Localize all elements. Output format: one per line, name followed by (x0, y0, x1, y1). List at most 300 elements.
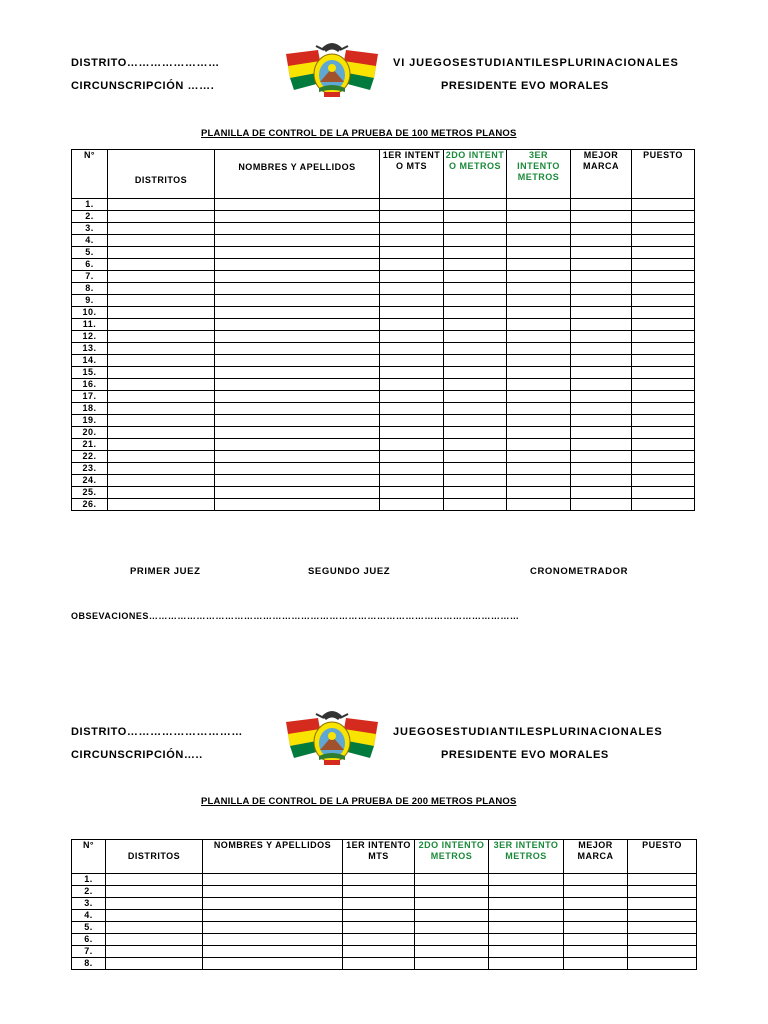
control-table-200m (71, 839, 697, 970)
table-cell[interactable] (507, 403, 571, 415)
table-cell[interactable] (106, 946, 203, 958)
table-cell[interactable] (106, 922, 203, 934)
table-cell[interactable] (628, 946, 697, 958)
table-cell[interactable] (444, 343, 507, 355)
table-cell[interactable] (444, 463, 507, 475)
table-cell[interactable] (215, 439, 380, 451)
row-number: 21. (72, 439, 108, 451)
table-cell[interactable] (380, 451, 444, 463)
row-number: 4. (72, 235, 108, 247)
table-cell[interactable] (632, 295, 695, 307)
table-cell[interactable] (215, 355, 380, 367)
table-cell[interactable] (444, 439, 507, 451)
table-cell[interactable] (444, 211, 507, 223)
table-cell[interactable] (507, 427, 571, 439)
table-cell[interactable] (343, 886, 415, 898)
table-cell[interactable] (215, 235, 380, 247)
header-distritos: DISTRITOS (106, 840, 203, 874)
table-cell[interactable] (507, 199, 571, 211)
table-cell[interactable] (571, 343, 632, 355)
table-cell[interactable] (507, 295, 571, 307)
table-cell[interactable] (108, 211, 215, 223)
table-cell[interactable] (632, 307, 695, 319)
table-cell[interactable] (215, 247, 380, 259)
table-cell[interactable] (108, 319, 215, 331)
table-cell[interactable] (571, 307, 632, 319)
table-cell[interactable] (203, 910, 343, 922)
table-cell[interactable] (203, 886, 343, 898)
table-cell[interactable] (215, 331, 380, 343)
table-cell[interactable] (507, 463, 571, 475)
table-cell[interactable] (571, 223, 632, 235)
table-cell[interactable] (108, 439, 215, 451)
table-cell[interactable] (215, 211, 380, 223)
table-cell[interactable] (571, 355, 632, 367)
table-cell[interactable] (215, 259, 380, 271)
table-cell[interactable] (507, 283, 571, 295)
table-cell[interactable] (632, 271, 695, 283)
table-cell[interactable] (444, 307, 507, 319)
table-row (72, 874, 697, 886)
table-cell[interactable] (507, 439, 571, 451)
table-cell[interactable] (632, 199, 695, 211)
row-number: 20. (72, 427, 108, 439)
table-cell[interactable] (628, 922, 697, 934)
table-row (72, 391, 695, 403)
table-cell[interactable] (203, 958, 343, 970)
table-cell[interactable] (571, 295, 632, 307)
table-cell[interactable] (444, 451, 507, 463)
presidente-heading-2: PRESIDENTE EVO MORALES (441, 749, 609, 761)
table-cell[interactable] (203, 946, 343, 958)
row-number: 11. (72, 319, 108, 331)
table-cell[interactable] (571, 283, 632, 295)
table-cell[interactable] (380, 223, 444, 235)
table-cell[interactable] (215, 415, 380, 427)
table-cell[interactable] (215, 271, 380, 283)
table-cell[interactable] (571, 247, 632, 259)
table-cell[interactable] (489, 886, 564, 898)
table-cell[interactable] (380, 271, 444, 283)
table-cell[interactable] (507, 379, 571, 391)
row-number: 1. (72, 199, 108, 211)
table-cell[interactable] (444, 499, 507, 511)
table-cell[interactable] (564, 922, 628, 934)
header-intento-1: 1ER INTENT O MTS (380, 150, 444, 199)
row-number: 24. (72, 475, 108, 487)
table-cell[interactable] (632, 247, 695, 259)
table-cell[interactable] (571, 475, 632, 487)
table-cell[interactable] (108, 463, 215, 475)
row-number: 1. (72, 874, 106, 886)
table-cell[interactable] (564, 874, 628, 886)
table-cell[interactable] (571, 487, 632, 499)
table-cell[interactable] (215, 403, 380, 415)
table-cell[interactable] (628, 874, 697, 886)
table-cell[interactable] (444, 295, 507, 307)
table-cell[interactable] (203, 874, 343, 886)
row-number: 12. (72, 331, 108, 343)
table-cell[interactable] (507, 451, 571, 463)
table-cell[interactable] (108, 451, 215, 463)
table-cell[interactable] (628, 958, 697, 970)
table-cell[interactable] (215, 499, 380, 511)
table-cell[interactable] (444, 259, 507, 271)
table-cell[interactable] (108, 427, 215, 439)
table-cell[interactable] (632, 283, 695, 295)
table-cell[interactable] (106, 958, 203, 970)
table-row (72, 427, 695, 439)
table-cell[interactable] (628, 898, 697, 910)
observaciones-label: OBSEVACIONES……………………………………………………………………………………………………… (71, 611, 520, 621)
table-cell[interactable] (507, 259, 571, 271)
table-cell[interactable] (215, 307, 380, 319)
table-cell[interactable] (564, 934, 628, 946)
table-cell[interactable] (380, 295, 444, 307)
table-cell[interactable] (489, 958, 564, 970)
table-cell[interactable] (444, 319, 507, 331)
table-cell[interactable] (415, 874, 489, 886)
table-cell[interactable] (444, 355, 507, 367)
table-cell[interactable] (507, 367, 571, 379)
table-cell[interactable] (632, 487, 695, 499)
table-cell[interactable] (108, 499, 215, 511)
table-cell[interactable] (571, 391, 632, 403)
table-cell[interactable] (215, 451, 380, 463)
table-cell[interactable] (444, 235, 507, 247)
table-cell[interactable] (380, 427, 444, 439)
table-cell[interactable] (564, 946, 628, 958)
row-number: 25. (72, 487, 108, 499)
table-cell[interactable] (632, 343, 695, 355)
table-row (72, 439, 695, 451)
table-cell[interactable] (215, 319, 380, 331)
row-number: 26. (72, 499, 108, 511)
table-cell[interactable] (203, 898, 343, 910)
table-cell[interactable] (632, 331, 695, 343)
table-cell[interactable] (632, 391, 695, 403)
table-row (72, 223, 695, 235)
table-cell[interactable] (380, 283, 444, 295)
distrito-label-2: DISTRITO………………………… (71, 726, 243, 738)
table-cell[interactable] (108, 487, 215, 499)
table-row (72, 922, 697, 934)
row-number: 23. (72, 463, 108, 475)
header-puesto: PUESTO (632, 150, 695, 199)
table-cell[interactable] (108, 223, 215, 235)
table-cell[interactable] (571, 403, 632, 415)
table-cell[interactable] (380, 367, 444, 379)
table-cell[interactable] (380, 331, 444, 343)
table-cell[interactable] (380, 259, 444, 271)
header-intento-1: 1ER INTENTO MTS (343, 840, 415, 874)
table-cell[interactable] (507, 355, 571, 367)
table-cell[interactable] (215, 475, 380, 487)
row-number: 13. (72, 343, 108, 355)
table-cell[interactable] (632, 451, 695, 463)
table-cell[interactable] (571, 367, 632, 379)
table-row (72, 946, 697, 958)
table-cell[interactable] (380, 247, 444, 259)
row-number: 9. (72, 295, 108, 307)
table-cell[interactable] (108, 379, 215, 391)
table-cell[interactable] (106, 898, 203, 910)
table-cell[interactable] (215, 343, 380, 355)
table-cell[interactable] (489, 934, 564, 946)
table-row (72, 379, 695, 391)
table-cell[interactable] (215, 463, 380, 475)
table-cell[interactable] (108, 331, 215, 343)
table-cell[interactable] (215, 367, 380, 379)
table-cell[interactable] (108, 247, 215, 259)
table-cell[interactable] (106, 934, 203, 946)
primer-juez-label: PRIMER JUEZ (130, 566, 201, 577)
table-cell[interactable] (343, 958, 415, 970)
table-cell[interactable] (108, 307, 215, 319)
table-cell[interactable] (380, 379, 444, 391)
table-cell[interactable] (571, 331, 632, 343)
table-cell[interactable] (108, 283, 215, 295)
table-cell[interactable] (571, 463, 632, 475)
table-cell[interactable] (571, 319, 632, 331)
table-cell[interactable] (632, 235, 695, 247)
table-cell[interactable] (444, 379, 507, 391)
table-cell[interactable] (571, 379, 632, 391)
table-cell[interactable] (628, 934, 697, 946)
table-cell[interactable] (415, 946, 489, 958)
row-number: 4. (72, 910, 106, 922)
row-number: 8. (72, 958, 106, 970)
table-cell[interactable] (215, 427, 380, 439)
table-cell[interactable] (571, 199, 632, 211)
row-number: 17. (72, 391, 108, 403)
table-cell[interactable] (380, 487, 444, 499)
table-cell[interactable] (415, 886, 489, 898)
table-cell[interactable] (380, 499, 444, 511)
presidente-heading-1: PRESIDENTE EVO MORALES (441, 80, 609, 92)
table-cell[interactable] (108, 295, 215, 307)
table-cell[interactable] (415, 910, 489, 922)
table-cell[interactable] (632, 319, 695, 331)
table-cell[interactable] (632, 211, 695, 223)
table-cell[interactable] (444, 199, 507, 211)
table-cell[interactable] (380, 211, 444, 223)
table-cell[interactable] (507, 391, 571, 403)
table-cell[interactable] (632, 379, 695, 391)
table-cell[interactable] (108, 475, 215, 487)
table-cell[interactable] (507, 247, 571, 259)
header-intento-2: 2DO INTENT O METROS (444, 150, 507, 199)
table-cell[interactable] (628, 910, 697, 922)
table-row (72, 463, 695, 475)
table-cell[interactable] (108, 367, 215, 379)
table-cell[interactable] (106, 874, 203, 886)
table-cell[interactable] (564, 886, 628, 898)
table-row (72, 886, 697, 898)
table-cell[interactable] (489, 910, 564, 922)
table-cell[interactable] (571, 415, 632, 427)
table-cell[interactable] (215, 379, 380, 391)
table-cell[interactable] (507, 415, 571, 427)
table-row (72, 934, 697, 946)
table-cell[interactable] (564, 958, 628, 970)
table-cell[interactable] (632, 499, 695, 511)
table-cell[interactable] (415, 898, 489, 910)
table-cell[interactable] (632, 463, 695, 475)
table-cell[interactable] (108, 403, 215, 415)
table-cell[interactable] (632, 415, 695, 427)
table-cell[interactable] (507, 223, 571, 235)
table-cell[interactable] (380, 343, 444, 355)
table-cell[interactable] (343, 922, 415, 934)
table-cell[interactable] (571, 451, 632, 463)
header-intento-3: 3ER INTENTO METROS (489, 840, 564, 874)
table-title-2: PLANILLA DE CONTROL DE LA PRUEBA DE 200 METROS PLANOS (201, 796, 517, 807)
table-cell[interactable] (571, 259, 632, 271)
table-cell[interactable] (571, 499, 632, 511)
table-cell[interactable] (215, 283, 380, 295)
table-cell[interactable] (571, 235, 632, 247)
table-row (72, 499, 695, 511)
table-cell[interactable] (415, 922, 489, 934)
table-cell[interactable] (444, 331, 507, 343)
table-row (72, 487, 695, 499)
row-number: 18. (72, 403, 108, 415)
table-cell[interactable] (444, 427, 507, 439)
table-cell[interactable] (564, 898, 628, 910)
table-cell[interactable] (106, 910, 203, 922)
table-cell[interactable] (215, 223, 380, 235)
table-cell[interactable] (632, 475, 695, 487)
table-row (72, 235, 695, 247)
table-cell[interactable] (380, 415, 444, 427)
table-cell[interactable] (444, 367, 507, 379)
table-cell[interactable] (444, 271, 507, 283)
table-cell[interactable] (507, 235, 571, 247)
table-cell[interactable] (343, 898, 415, 910)
table-cell[interactable] (444, 475, 507, 487)
table-cell[interactable] (507, 487, 571, 499)
table-cell[interactable] (380, 307, 444, 319)
table-cell[interactable] (108, 415, 215, 427)
table-row (72, 283, 695, 295)
table-cell[interactable] (343, 874, 415, 886)
table-cell[interactable] (203, 934, 343, 946)
table-cell[interactable] (343, 910, 415, 922)
table-cell[interactable] (415, 934, 489, 946)
table-cell[interactable] (380, 403, 444, 415)
table-cell[interactable] (571, 427, 632, 439)
table-cell[interactable] (108, 259, 215, 271)
table-cell[interactable] (108, 355, 215, 367)
table-cell[interactable] (507, 343, 571, 355)
table-cell[interactable] (507, 307, 571, 319)
table-cell[interactable] (632, 403, 695, 415)
table-cell[interactable] (415, 958, 489, 970)
table-cell[interactable] (632, 259, 695, 271)
header-numero: N° (72, 150, 108, 199)
table-cell[interactable] (108, 235, 215, 247)
table-cell[interactable] (507, 331, 571, 343)
table-cell[interactable] (507, 499, 571, 511)
table-cell[interactable] (108, 271, 215, 283)
table-cell[interactable] (215, 295, 380, 307)
table-cell[interactable] (380, 319, 444, 331)
table-row (72, 343, 695, 355)
table-cell[interactable] (108, 199, 215, 211)
table-cell[interactable] (632, 427, 695, 439)
table-cell[interactable] (343, 946, 415, 958)
row-number: 3. (72, 223, 108, 235)
table-cell[interactable] (489, 946, 564, 958)
row-number: 6. (72, 259, 108, 271)
table-row (72, 475, 695, 487)
table-cell[interactable] (203, 922, 343, 934)
table-cell[interactable] (489, 898, 564, 910)
header-numero: N° (72, 840, 106, 874)
table-cell[interactable] (444, 223, 507, 235)
table-cell[interactable] (564, 910, 628, 922)
table-cell[interactable] (507, 475, 571, 487)
table-cell[interactable] (343, 934, 415, 946)
table-cell[interactable] (507, 319, 571, 331)
table-cell[interactable] (215, 391, 380, 403)
table-cell[interactable] (444, 403, 507, 415)
table-cell[interactable] (632, 439, 695, 451)
table-cell[interactable] (215, 199, 380, 211)
table-cell[interactable] (215, 487, 380, 499)
table-row (72, 307, 695, 319)
table-row (72, 367, 695, 379)
table-cell[interactable] (632, 367, 695, 379)
row-number: 5. (72, 247, 108, 259)
table-cell[interactable] (571, 271, 632, 283)
table-row (72, 271, 695, 283)
table-cell[interactable] (632, 223, 695, 235)
table-cell[interactable] (106, 886, 203, 898)
table-cell[interactable] (380, 439, 444, 451)
table-cell[interactable] (507, 271, 571, 283)
distrito-label-1: DISTRITO…………………… (71, 57, 220, 69)
table-cell[interactable] (380, 463, 444, 475)
table-cell[interactable] (507, 211, 571, 223)
circunscripcion-label-1: CIRCUNSCRIPCIÓN ……. (71, 80, 215, 92)
table-cell[interactable] (380, 475, 444, 487)
row-number: 6. (72, 934, 106, 946)
table-cell[interactable] (632, 355, 695, 367)
table-cell[interactable] (108, 391, 215, 403)
table-cell[interactable] (444, 487, 507, 499)
table-cell[interactable] (380, 355, 444, 367)
table-cell[interactable] (444, 283, 507, 295)
table-cell[interactable] (380, 235, 444, 247)
table-cell[interactable] (489, 922, 564, 934)
table-cell[interactable] (571, 211, 632, 223)
table-cell[interactable] (380, 391, 444, 403)
table-cell[interactable] (628, 886, 697, 898)
header-intento-3: 3ER INTENTO METROS (507, 150, 571, 199)
table-cell[interactable] (571, 439, 632, 451)
table-cell[interactable] (444, 391, 507, 403)
table-cell[interactable] (380, 199, 444, 211)
table-cell[interactable] (108, 343, 215, 355)
header-puesto: PUESTO (628, 840, 697, 874)
table-row (72, 247, 695, 259)
header-mejor-marca: MEJOR MARCA (571, 150, 632, 199)
table-cell[interactable] (444, 415, 507, 427)
table-cell[interactable] (444, 247, 507, 259)
table-cell[interactable] (489, 874, 564, 886)
